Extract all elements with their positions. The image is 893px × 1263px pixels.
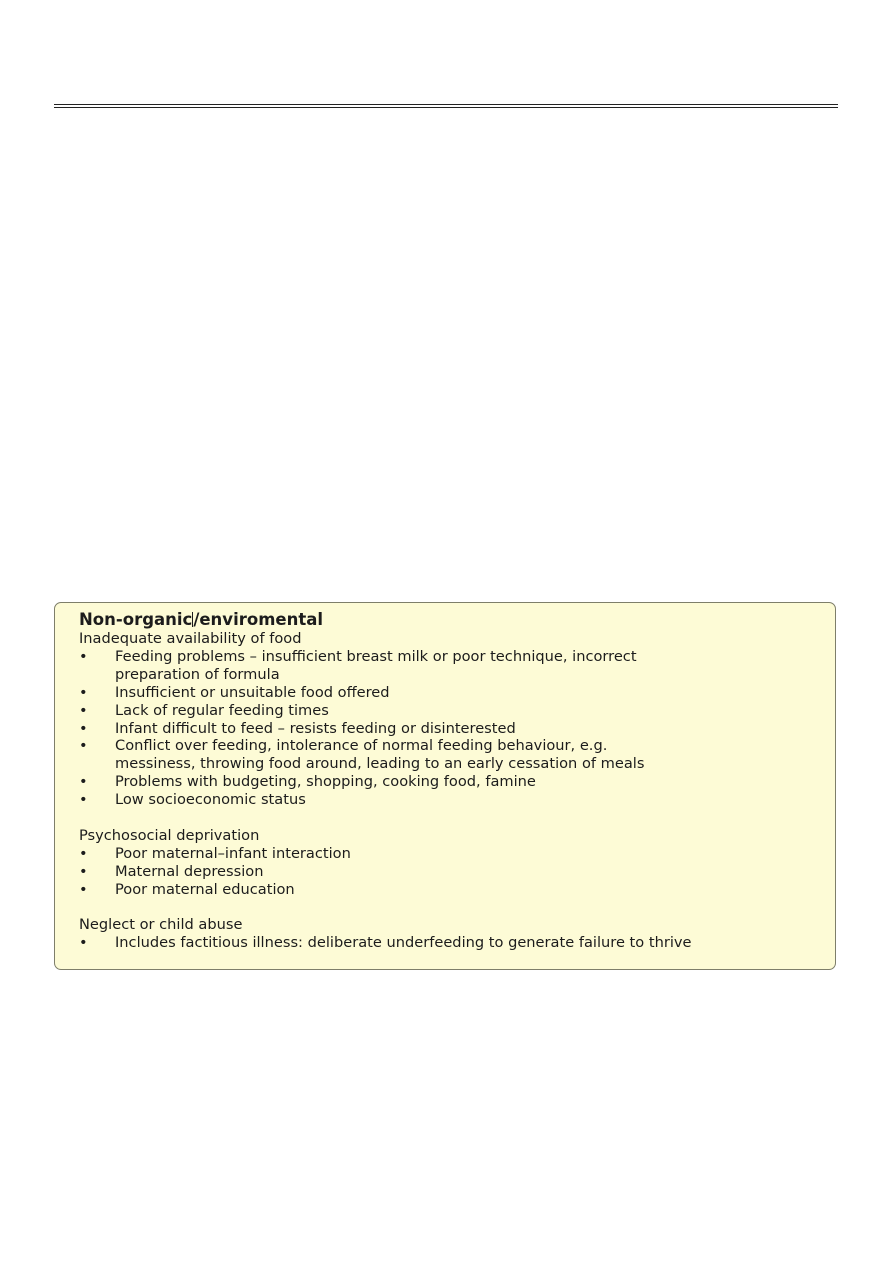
- list-item: [79, 702, 821, 720]
- list-item-line: Insufficient or unsuitable food offered: [115, 683, 390, 701]
- box-title-part-1: Non-organic: [79, 610, 193, 629]
- list-item-line: preparation of formula: [115, 665, 280, 683]
- list-item: [79, 863, 821, 881]
- box-title: [79, 610, 821, 630]
- bullet-icon: •: [79, 647, 88, 665]
- section-neglect-abuse: [79, 916, 821, 952]
- list-item: [79, 648, 821, 684]
- header-rule-bottom: [54, 107, 838, 108]
- list-item-line: Maternal depression: [115, 862, 264, 880]
- list-item-line: Problems with budgeting, shopping, cooking food, famine: [115, 773, 536, 791]
- bullet-icon: •: [79, 683, 88, 701]
- bullet-list: [79, 845, 821, 899]
- bullet-icon: •: [79, 701, 88, 719]
- bullet-icon: •: [79, 844, 88, 862]
- list-item: [79, 881, 821, 899]
- list-item: [79, 845, 821, 863]
- section-psychosocial-deprivation: [79, 827, 821, 899]
- header-rule-top: [54, 104, 838, 105]
- bullet-icon: •: [79, 719, 88, 737]
- list-item: [79, 720, 821, 738]
- causes-box: [54, 602, 836, 970]
- list-item: [79, 934, 821, 952]
- bullet-icon: •: [79, 880, 88, 898]
- bullet-icon: •: [79, 737, 88, 755]
- list-item: [79, 684, 821, 702]
- section-heading: Inadequate availability of food: [79, 630, 302, 647]
- section-heading: Neglect or child abuse: [79, 916, 243, 934]
- bullet-list: [79, 934, 821, 952]
- bullet-icon: •: [79, 773, 88, 791]
- list-item-line: Poor maternal education: [115, 880, 295, 898]
- list-item-line: Poor maternal–infant interaction: [115, 844, 351, 862]
- list-item: [79, 791, 821, 809]
- bullet-icon: •: [79, 791, 88, 809]
- list-item-line: messiness, throwing food around, leading to an early cessation of meals: [115, 755, 645, 773]
- bullet-icon: •: [79, 934, 88, 952]
- list-item-line: Infant difficult to feed – resists feeding or disinterested: [115, 719, 516, 737]
- box-title-part-2: /enviromental: [193, 610, 323, 629]
- section-heading: Psychosocial deprivation: [79, 826, 260, 844]
- list-item-line: Low socioeconomic status: [115, 791, 306, 809]
- list-item-line: Lack of regular feeding times: [115, 701, 329, 719]
- section-inadequate-food: [79, 630, 821, 809]
- list-item: [79, 773, 821, 791]
- bullet-list: [79, 648, 821, 809]
- bullet-icon: •: [79, 862, 88, 880]
- list-item-line: Feeding problems – insufficient breast milk or poor technique, incorrect: [115, 647, 637, 665]
- list-item-line: Includes factitious illness: deliberate underfeeding to generate failure to thrive: [115, 934, 692, 952]
- list-item-line: Conflict over feeding, intolerance of normal feeding behaviour, e.g.: [115, 737, 608, 755]
- list-item: [79, 737, 821, 773]
